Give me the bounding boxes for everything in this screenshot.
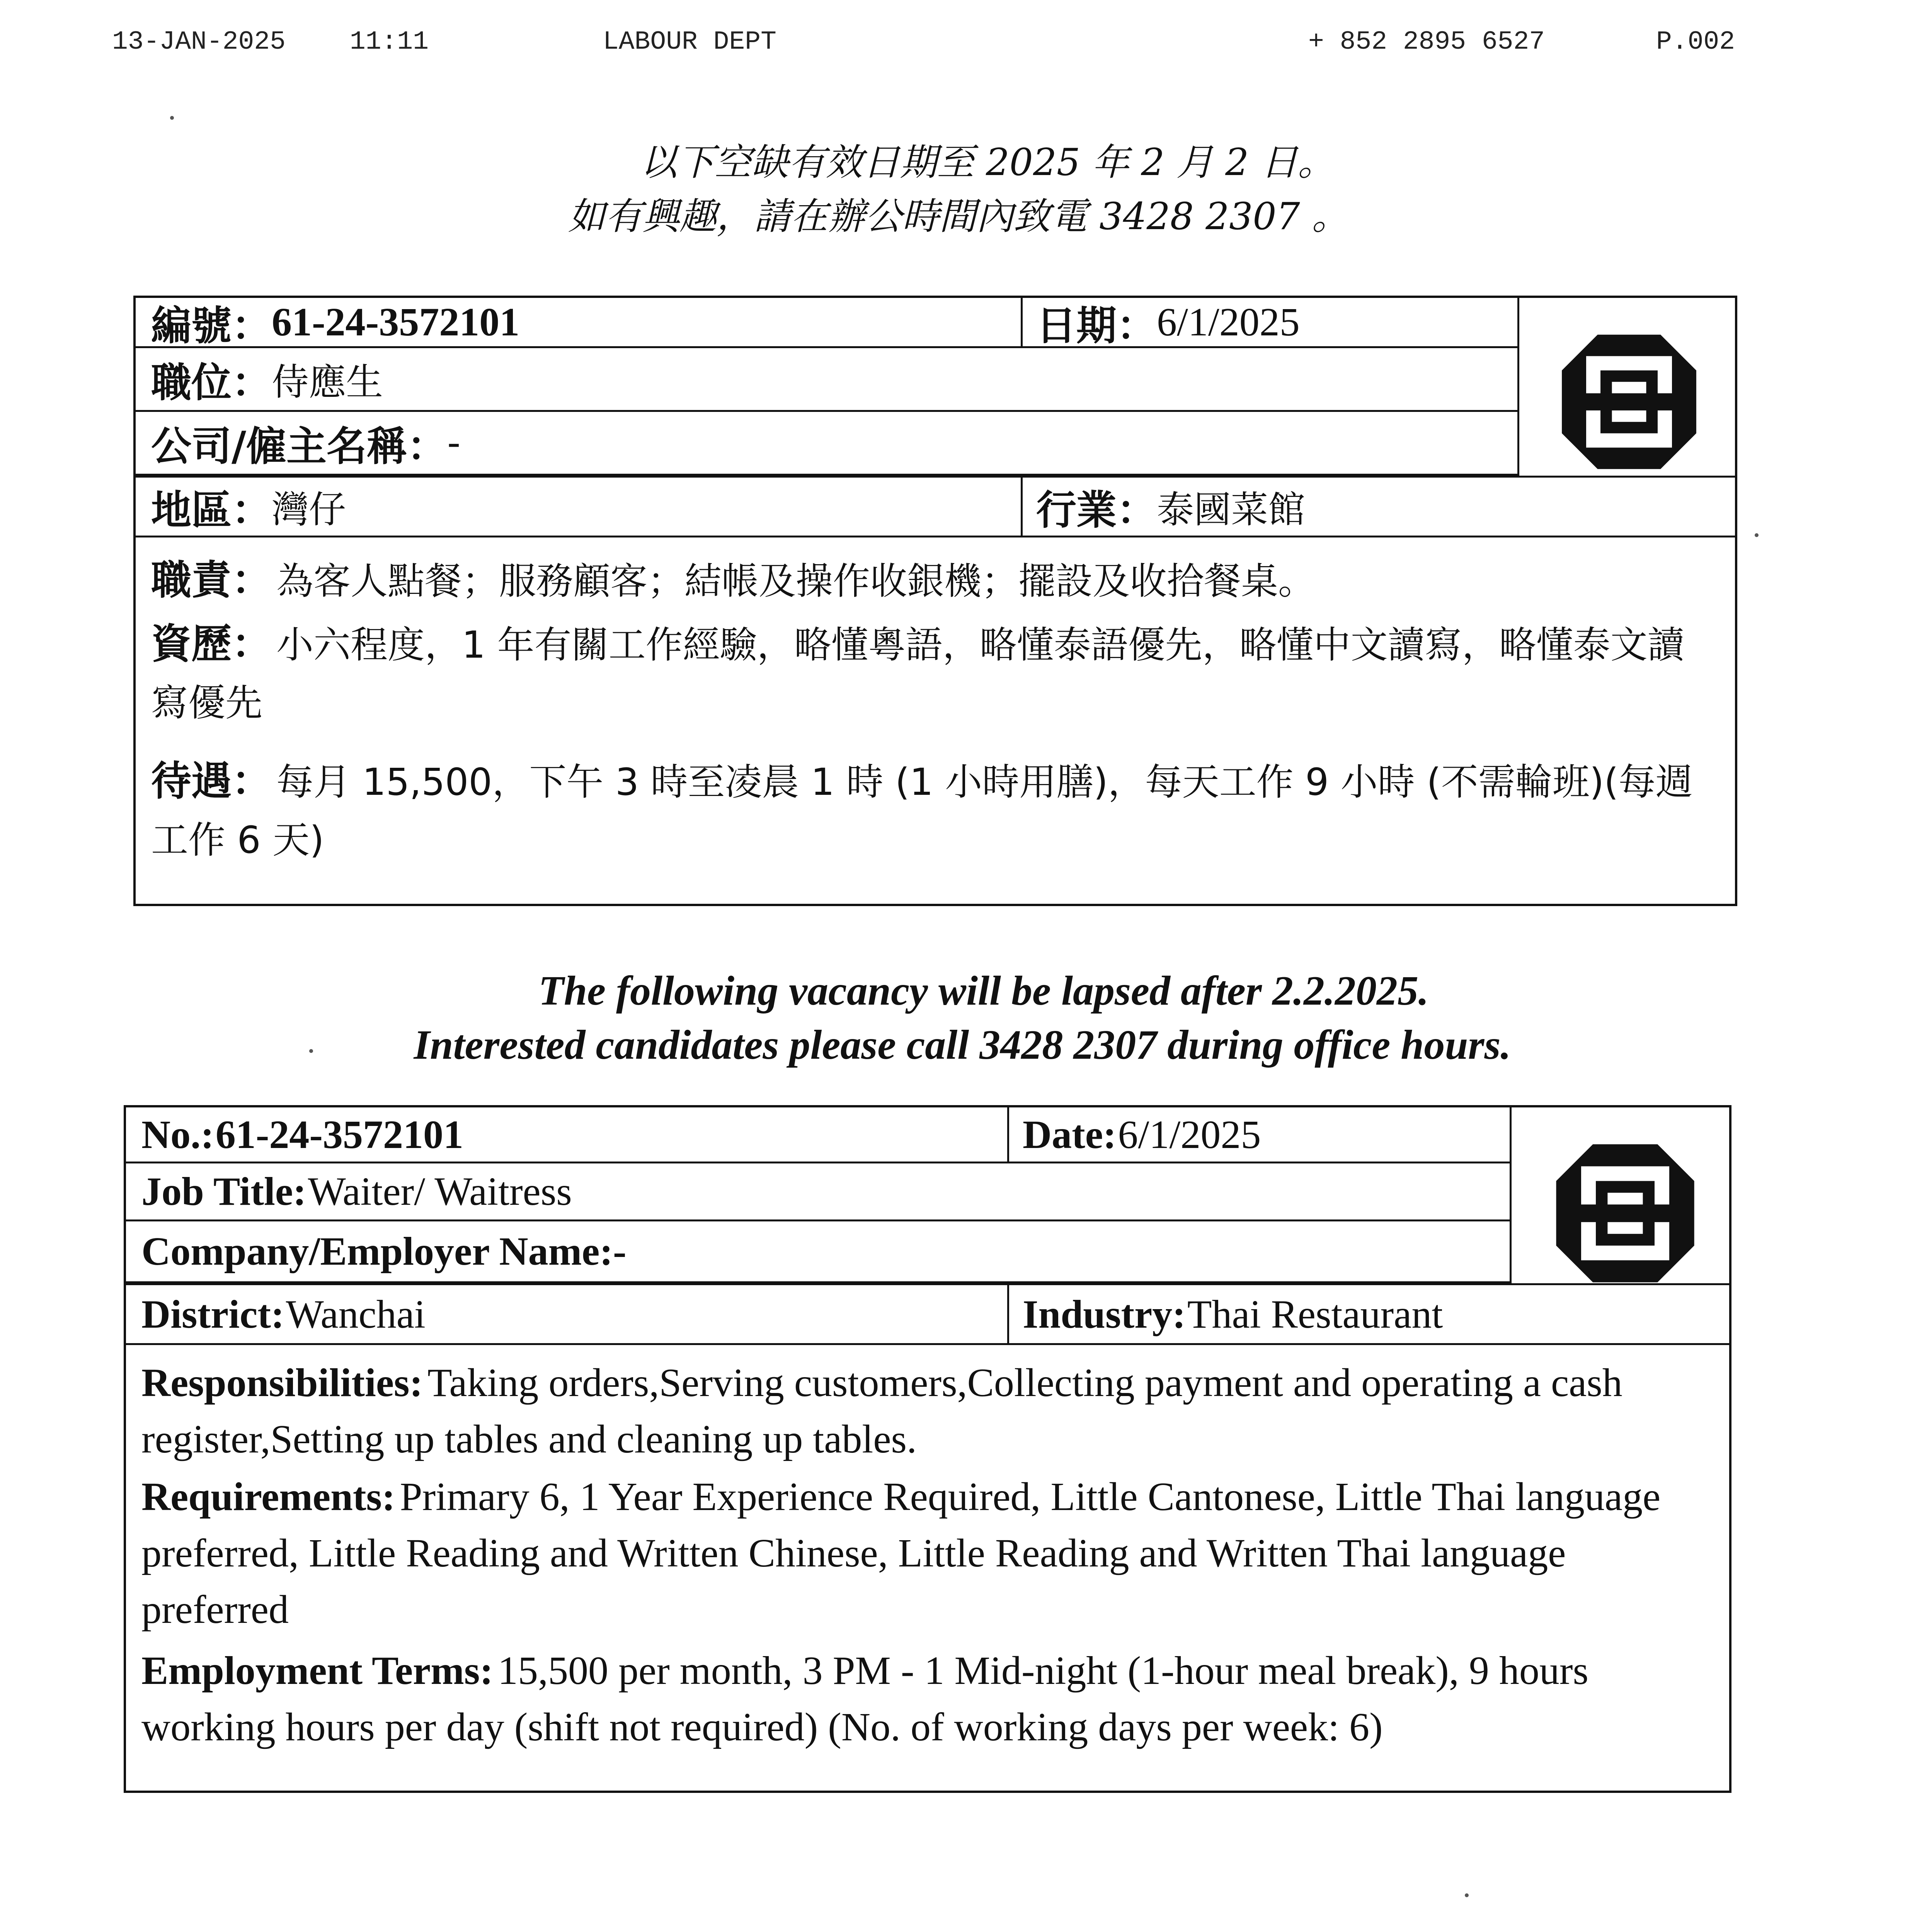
en-number-cell	[126, 1107, 1007, 1162]
en-row-company	[126, 1221, 1510, 1283]
zh-date-value: 6/1/2025	[1157, 300, 1300, 344]
en-date-label: Date:	[1023, 1112, 1117, 1157]
zh-number-label: 編號：	[151, 302, 272, 349]
en-resp-value: Taking orders,Serving customers,Collecting payment and operating a cash register,Setting up tables and cleaning up tables.	[141, 1361, 1622, 1461]
fax-time: 11:11	[350, 27, 429, 57]
chinese-notice	[0, 135, 1917, 243]
en-number-value: 61-24-3572101	[215, 1112, 464, 1157]
en-company-value: -	[613, 1229, 627, 1274]
zh-number-value: 61-24-3572101	[272, 300, 520, 344]
zh-industry-value: 泰國菜館	[1157, 488, 1306, 531]
zh-industry-cell	[1021, 478, 1305, 536]
english-notice	[0, 964, 1917, 1072]
en-company-cell	[126, 1221, 627, 1281]
fax-department: LABOUR DEPT	[603, 27, 776, 57]
english-notice-line2: Interested candidates please call 3428 2307 during office hours.	[414, 1022, 1511, 1068]
en-industry-label: Industry:	[1023, 1292, 1186, 1337]
zh-resp-value: 為客人點餐；服務顧客；結帳及操作收銀機；擺設及收拾餐桌。	[276, 560, 1316, 603]
zh-resp-label: 職責：	[151, 556, 272, 604]
en-responsibilities	[141, 1355, 1714, 1468]
en-req-label: Requirements:	[141, 1475, 395, 1519]
zh-row-number	[136, 298, 1517, 348]
zh-logo-divider	[1517, 298, 1519, 476]
zh-terms-value: 每月 15,500，下午 3 時至凌晨 1 時 (1 小時用膳)，每天工作 9 小時 (不需輪班)(每週工作 6 天)	[151, 760, 1693, 862]
en-requirements	[141, 1469, 1714, 1638]
en-logo-divider	[1510, 1107, 1512, 1283]
en-terms-value: 15,500 per month, 3 PM - 1 Mid-night (1-hour meal break), 9 hours working hours per day (shift not required) (No. of working days per week: 6)	[141, 1648, 1589, 1749]
chinese-vacancy-box	[133, 296, 1737, 906]
en-date-value: 6/1/2025	[1118, 1112, 1261, 1157]
labour-department-logo-icon	[1550, 1140, 1701, 1287]
en-title-cell	[126, 1163, 572, 1219]
zh-responsibilities	[151, 551, 1720, 610]
zh-req-label: 資歷：	[151, 620, 272, 667]
en-title-value: Waiter/ Waitress	[308, 1169, 572, 1214]
scan-speck	[1465, 1893, 1469, 1897]
en-terms-label: Employment Terms:	[141, 1648, 493, 1693]
scan-speck	[170, 116, 174, 120]
en-title-label: Job Title:	[141, 1169, 306, 1214]
zh-requirements	[151, 615, 1720, 732]
en-date-cell	[1007, 1107, 1510, 1162]
fax-page: P.002	[1656, 27, 1735, 57]
zh-row-district	[136, 476, 1735, 537]
fax-header	[0, 27, 1917, 58]
zh-title-cell	[136, 348, 383, 410]
chinese-notice-line2: 如有興趣，請在辦公時間內致電 3428 2307 。	[568, 195, 1349, 238]
chinese-notice-line1: 以下空缺有效日期至 2025 年 2 月 2 日。	[640, 141, 1335, 184]
english-notice-line1: The following vacancy will be lapsed after 2.2.2025.	[538, 968, 1429, 1014]
en-district-value: Wanchai	[286, 1292, 426, 1337]
en-number-label: No.:	[141, 1112, 214, 1157]
zh-company-value: -	[447, 421, 461, 464]
en-terms	[141, 1643, 1714, 1755]
en-district-cell	[126, 1285, 1007, 1343]
en-industry-cell	[1007, 1285, 1443, 1343]
zh-title-label: 職位：	[151, 359, 272, 406]
zh-title-value: 侍應生	[272, 360, 383, 404]
english-vacancy-box	[124, 1105, 1731, 1793]
zh-district-value: 灣仔	[272, 488, 346, 531]
zh-industry-label: 行業：	[1036, 486, 1157, 534]
en-row-number	[126, 1107, 1510, 1163]
en-row-title	[126, 1163, 1510, 1221]
zh-date-cell	[1021, 298, 1517, 349]
en-industry-value: Thai Restaurant	[1187, 1292, 1443, 1337]
fax-phone: + 852 2895 6527	[1308, 27, 1545, 57]
fax-date: 13-JAN-2025	[112, 27, 286, 57]
zh-terms-label: 待遇：	[151, 757, 272, 804]
en-row-district	[126, 1283, 1729, 1345]
zh-terms	[151, 752, 1720, 869]
labour-department-logo-icon	[1558, 330, 1701, 473]
en-req-value: Primary 6, 1 Year Experience Required, Little Cantonese, Little Thai language preferred, Little Reading and Written Chinese, Little Reading and Written Thai language preferred	[141, 1475, 1661, 1632]
en-resp-label: Responsibilities:	[141, 1361, 423, 1405]
zh-date-label: 日期：	[1036, 302, 1157, 349]
zh-company-label: 公司/僱主名稱：	[151, 423, 447, 470]
zh-district-cell	[136, 478, 1021, 536]
scan-speck	[309, 1049, 313, 1053]
zh-row-title	[136, 348, 1517, 412]
zh-row-company	[136, 412, 1517, 476]
en-company-label: Company/Employer Name:	[141, 1229, 613, 1274]
zh-company-cell	[136, 412, 461, 474]
scan-speck	[1755, 533, 1759, 537]
zh-number-cell	[136, 298, 1021, 349]
zh-district-label: 地區：	[151, 486, 272, 534]
zh-req-value: 小六程度，1 年有關工作經驗，略懂粵語，略懂泰語優先，略懂中文讀寫，略懂泰文讀寫優先	[151, 623, 1685, 724]
en-district-label: District:	[141, 1292, 284, 1337]
